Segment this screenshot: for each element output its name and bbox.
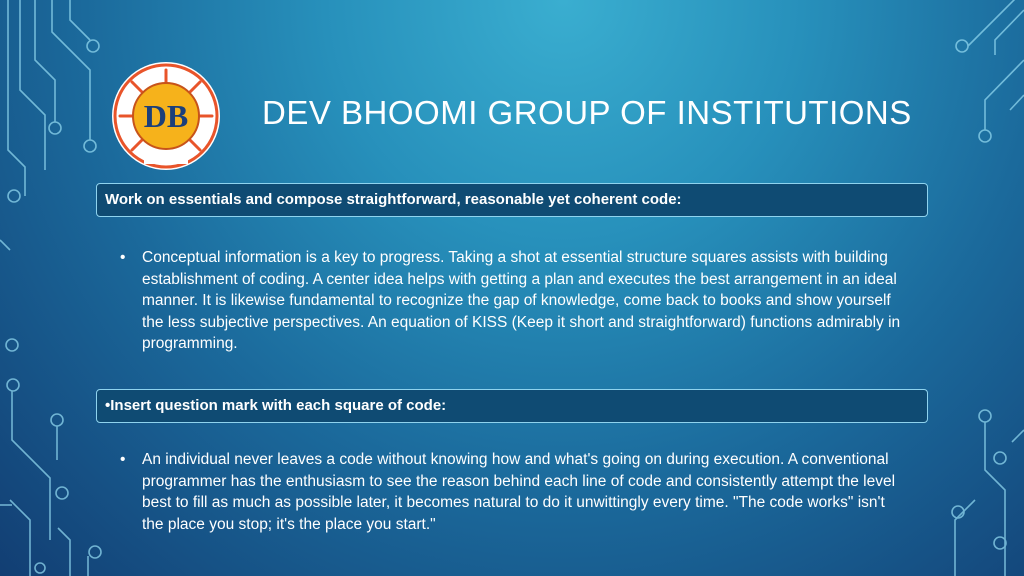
page-title: DEV BHOOMI GROUP OF INSTITUTIONS	[262, 94, 912, 131]
section-paragraph-essentials	[120, 247, 910, 355]
section-paragraph-question-mark	[120, 449, 910, 535]
section-heading-question-mark: •Insert question mark with each square of code:	[96, 389, 928, 423]
paragraph-text: Conceptual information is a key to progress. Taking a shot at essential structure squares assists with building establishment of coding. A center idea helps with getting a plan and executes the best arrangement in an ideal manner. It is likewise fundamental to recognize the gap of knowledge, come back to books and show yourself the less subjective perspectives. An equation of KISS (Keep it short and straightforward) functions admirably in programming.	[142, 249, 901, 352]
bullet-marker: •	[120, 249, 126, 266]
paragraph-text: An individual never leaves a code without knowing how and what's going on during execution. A conventional programmer has the enthusiasm to see the reason behind each line of code and consistently attempt the level best to fill as much as possible later, it becomes natural to do it unwittingly every time. "The code works" isn't the place you stop; it's the place you start."	[142, 451, 896, 533]
svg-text:DB: DB	[143, 98, 189, 134]
bullet-marker: •	[120, 451, 126, 468]
institution-logo	[110, 60, 222, 172]
section-heading-essentials: Work on essentials and compose straightforward, reasonable yet coherent code:	[96, 183, 928, 217]
